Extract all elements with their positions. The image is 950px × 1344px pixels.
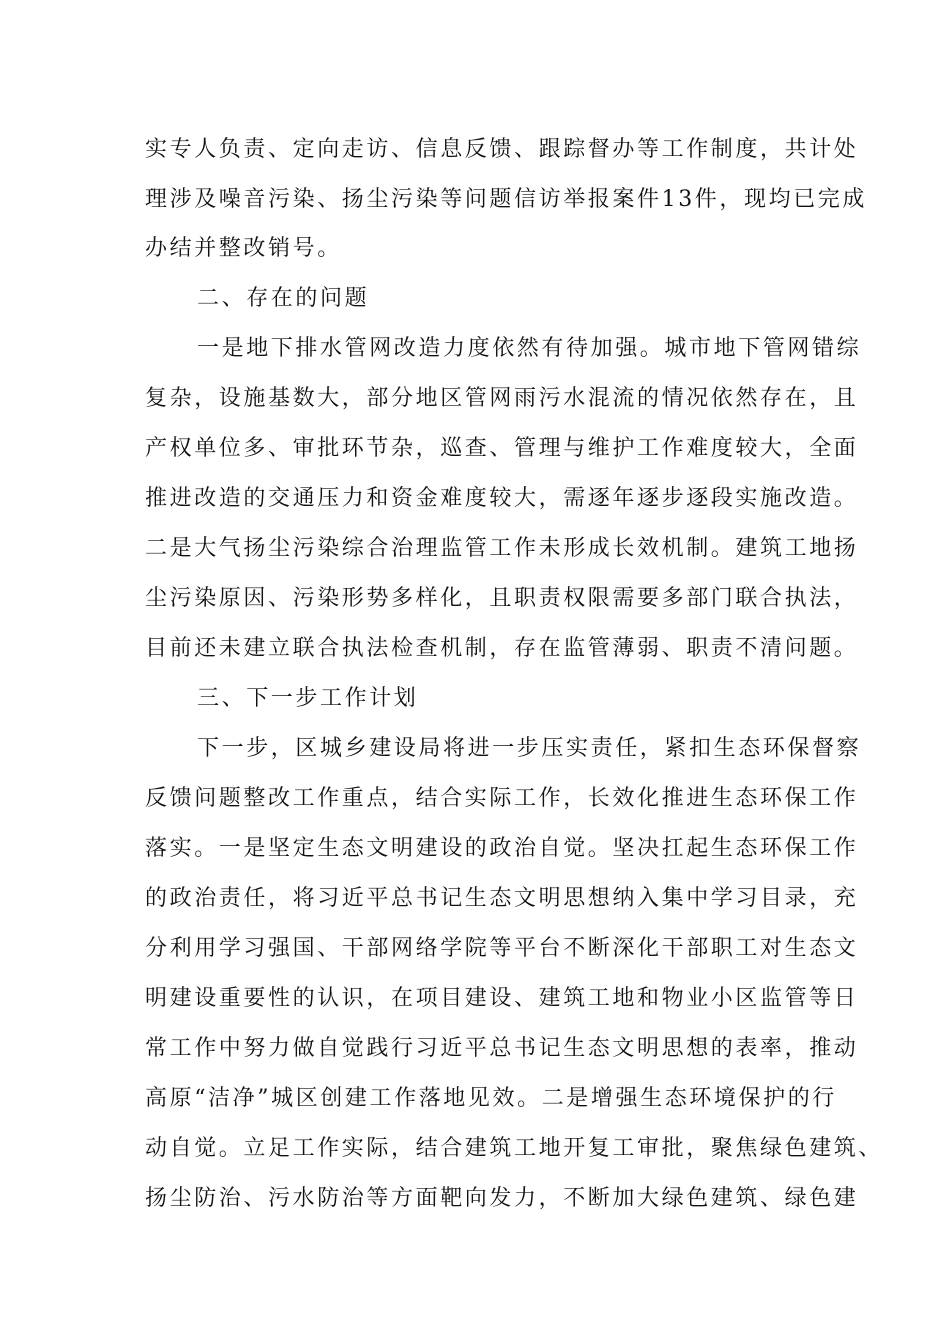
- text-line-14: 反馈问题整改工作重点，结合实际工作，长效化推进生态环保工作: [145, 786, 859, 811]
- text-line-9: 二是大气扬尘污染综合治理监管工作未形成长效机制。建筑工地扬: [145, 536, 859, 561]
- text-line-6: 复杂，设施基数大，部分地区管网雨污水混流的情况依然存在，且: [145, 386, 859, 411]
- text-line-11: 目前还未建立联合执法检查机制，存在监管薄弱、职责不清问题。: [145, 636, 859, 661]
- text-line-2: 理涉及噪音污染、扬尘污染等问题信访举报案件13件，现均已完成: [145, 187, 867, 212]
- text-line-18: 明建设重要性的认识，在项目建设、建筑工地和物业小区监管等日: [145, 986, 859, 1011]
- section-heading-problems: 二、存在的问题: [197, 286, 370, 311]
- text-line-21: 动自觉。立足工作实际，结合建筑工地开复工审批，聚焦绿色建筑、: [145, 1136, 884, 1161]
- text-line-5: 一是地下排水管网改造力度依然有待加强。城市地下管网错综: [197, 336, 862, 361]
- text-line-7: 产权单位多、审批环节杂，巡查、管理与维护工作难度较大，全面: [145, 436, 859, 461]
- text-line-19: 常工作中努力做自觉践行习近平总书记生态文明思想的表率，推动: [145, 1036, 859, 1061]
- text-line-8: 推进改造的交通压力和资金难度较大，需逐年逐步逐段实施改造。: [145, 486, 859, 511]
- text-line-17: 分利用学习强国、干部网络学院等平台不断深化干部职工对生态文: [145, 936, 859, 961]
- text-line-10: 尘污染原因、污染形势多样化，且职责权限需要多部门联合执法，: [145, 586, 859, 611]
- text-line-1: 实专人负责、定向走访、信息反馈、跟踪督办等工作制度，共计处: [145, 137, 859, 162]
- section-heading-next-steps: 三、下一步工作计划: [197, 686, 419, 711]
- text-line-3: 办结并整改销号。: [145, 236, 342, 261]
- text-line-22: 扬尘防治、污水防治等方面靶向发力，不断加大绿色建筑、绿色建: [145, 1186, 859, 1211]
- text-line-20: 高原“洁净”城区创建工作落地见效。二是增强生态环境保护的行: [145, 1086, 837, 1111]
- text-line-13: 下一步，区城乡建设局将进一步压实责任，紧扣生态环保督察: [197, 736, 862, 761]
- text-line-16: 的政治责任，将习近平总书记生态文明思想纳入集中学习目录，充: [145, 886, 859, 911]
- text-line-15: 落实。一是坚定生态文明建设的政治自觉。坚决扛起生态环保工作: [145, 836, 859, 861]
